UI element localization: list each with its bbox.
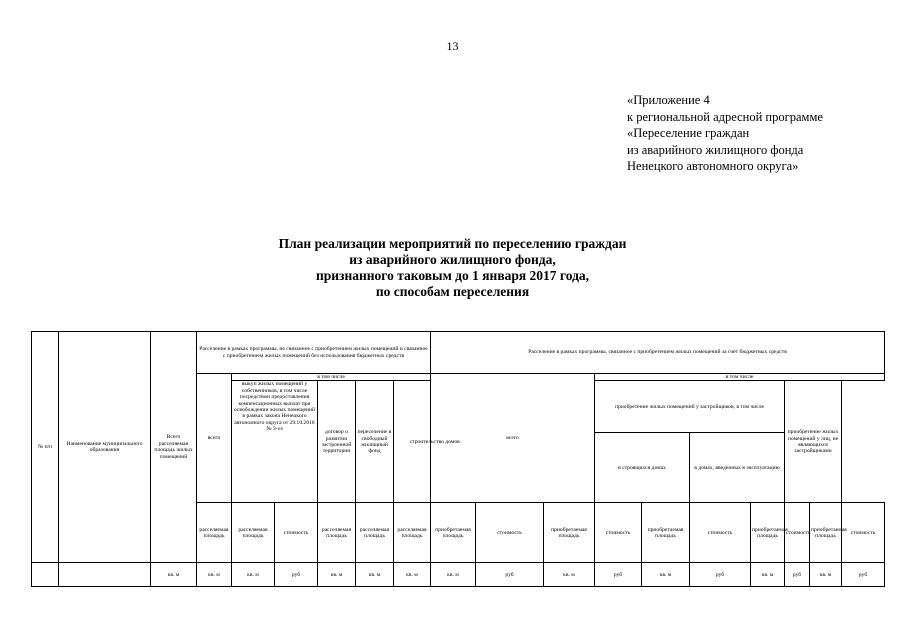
appendix-line: «Приложение 4 bbox=[627, 93, 710, 107]
appendix-line: из аварийного жилищного фонда bbox=[627, 142, 804, 157]
unit-cell-empty bbox=[32, 563, 59, 587]
unit-cell: руб bbox=[842, 563, 885, 587]
document-title bbox=[0, 236, 905, 300]
title-line: План реализации мероприятий по переселению граждан bbox=[278, 236, 627, 251]
subheader: стоимость bbox=[785, 503, 810, 563]
unit-cell: кв. м bbox=[356, 563, 394, 587]
unit-cell: руб bbox=[476, 563, 544, 587]
subheader: расселяемая площадь bbox=[318, 503, 356, 563]
header-a-contract: договор о развитии застроенной территории bbox=[318, 381, 356, 503]
subheader: стоимость bbox=[690, 503, 751, 563]
subheader: приобретаемая площадь bbox=[544, 503, 595, 563]
appendix-line: «Переселение граждан bbox=[627, 126, 750, 140]
unit-cell: кв. м bbox=[642, 563, 690, 587]
header-group-a: Расселение в рамках программы, не связанное с приобретением жилых помещений и связанное с приобретением жилых помещений без использования бюджетных средств bbox=[197, 332, 431, 374]
header-group-b: Расселение в рамках программы, связанное с приобретением жилых помещений за счет бюджетных средств bbox=[431, 332, 885, 374]
unit-cell: руб bbox=[785, 563, 810, 587]
subheader: стоимость bbox=[842, 503, 885, 563]
subheader: приобретаемая площадь bbox=[642, 503, 690, 563]
appendix-header bbox=[627, 92, 823, 175]
subheader: расселяемая площадь bbox=[356, 503, 394, 563]
header-a-total: всего bbox=[197, 374, 232, 503]
header-b-developers: приобретение жилых помещений у застройщиков, в том числе bbox=[595, 381, 785, 433]
title-line: из аварийного жилищного фонда, bbox=[349, 252, 556, 267]
header-total-area: Всего расселяемая площадь жилых помещений bbox=[151, 332, 197, 563]
header-a-buyout: выкуп жилых помещений у собственников, в том числе посредством предоставления компенсационных выплат при освобождении жилых помещений в рамках закона Ненецкого автономного округа от 29.10.2018 № 3-оз bbox=[232, 381, 318, 503]
unit-cell: кв. м bbox=[431, 563, 476, 587]
subheader: расселяемая площадь bbox=[394, 503, 431, 563]
unit-cell: кв. м bbox=[151, 563, 197, 587]
unit-cell: кв. м bbox=[318, 563, 356, 587]
unit-cell: кв. м bbox=[751, 563, 785, 587]
unit-cell: руб bbox=[275, 563, 318, 587]
subheader: расселяемая площадь bbox=[197, 503, 232, 563]
subheader: приобретаемая площадь bbox=[810, 503, 842, 563]
appendix-line: к региональной адресной программе bbox=[627, 109, 823, 124]
unit-cell: кв. м bbox=[232, 563, 275, 587]
header-b-dev-building: в строящихся домах bbox=[595, 433, 690, 503]
subheader: стоимость bbox=[275, 503, 318, 563]
title-line: признанного таковым до 1 января 2017 года, bbox=[315, 268, 590, 283]
subheader: приобретаемая площадь bbox=[431, 503, 476, 563]
subheader: приобретаемая площадь bbox=[751, 503, 785, 563]
unit-cell: кв. м bbox=[544, 563, 595, 587]
subheader: стоимость bbox=[476, 503, 544, 563]
unit-cell-empty bbox=[59, 563, 151, 587]
header-b-dev-commissioned: в домах, введенных в эксплуатацию bbox=[690, 433, 785, 503]
header-a-incl: в том числе bbox=[232, 374, 431, 381]
subheader: расселяемая площадь bbox=[232, 503, 275, 563]
subheader: стоимость bbox=[595, 503, 642, 563]
header-b-incl: в том числе bbox=[595, 374, 885, 381]
header-b-build: строительство домов bbox=[394, 381, 476, 503]
title-line: по способам переселения bbox=[375, 284, 530, 299]
header-b-total: всего bbox=[431, 374, 595, 503]
unit-cell: кв. м bbox=[810, 563, 842, 587]
appendix-line: Ненецкого автономного округа» bbox=[627, 159, 799, 173]
page-number: 13 bbox=[446, 39, 459, 53]
header-number: № п/п bbox=[32, 332, 59, 563]
header-municipality: Наименование муниципального образования bbox=[59, 332, 151, 563]
unit-cell: кв. м bbox=[197, 563, 232, 587]
header-a-resettle: переселение в свободный жилищный фонд bbox=[356, 381, 394, 503]
unit-cell: руб bbox=[690, 563, 751, 587]
unit-cell: руб bbox=[595, 563, 642, 587]
header-b-nondevelopers: приобретение жилых помещений у лиц, не являющихся застройщиками bbox=[785, 381, 842, 503]
unit-cell: кв. м bbox=[394, 563, 431, 587]
resettlement-plan-table bbox=[31, 331, 885, 587]
